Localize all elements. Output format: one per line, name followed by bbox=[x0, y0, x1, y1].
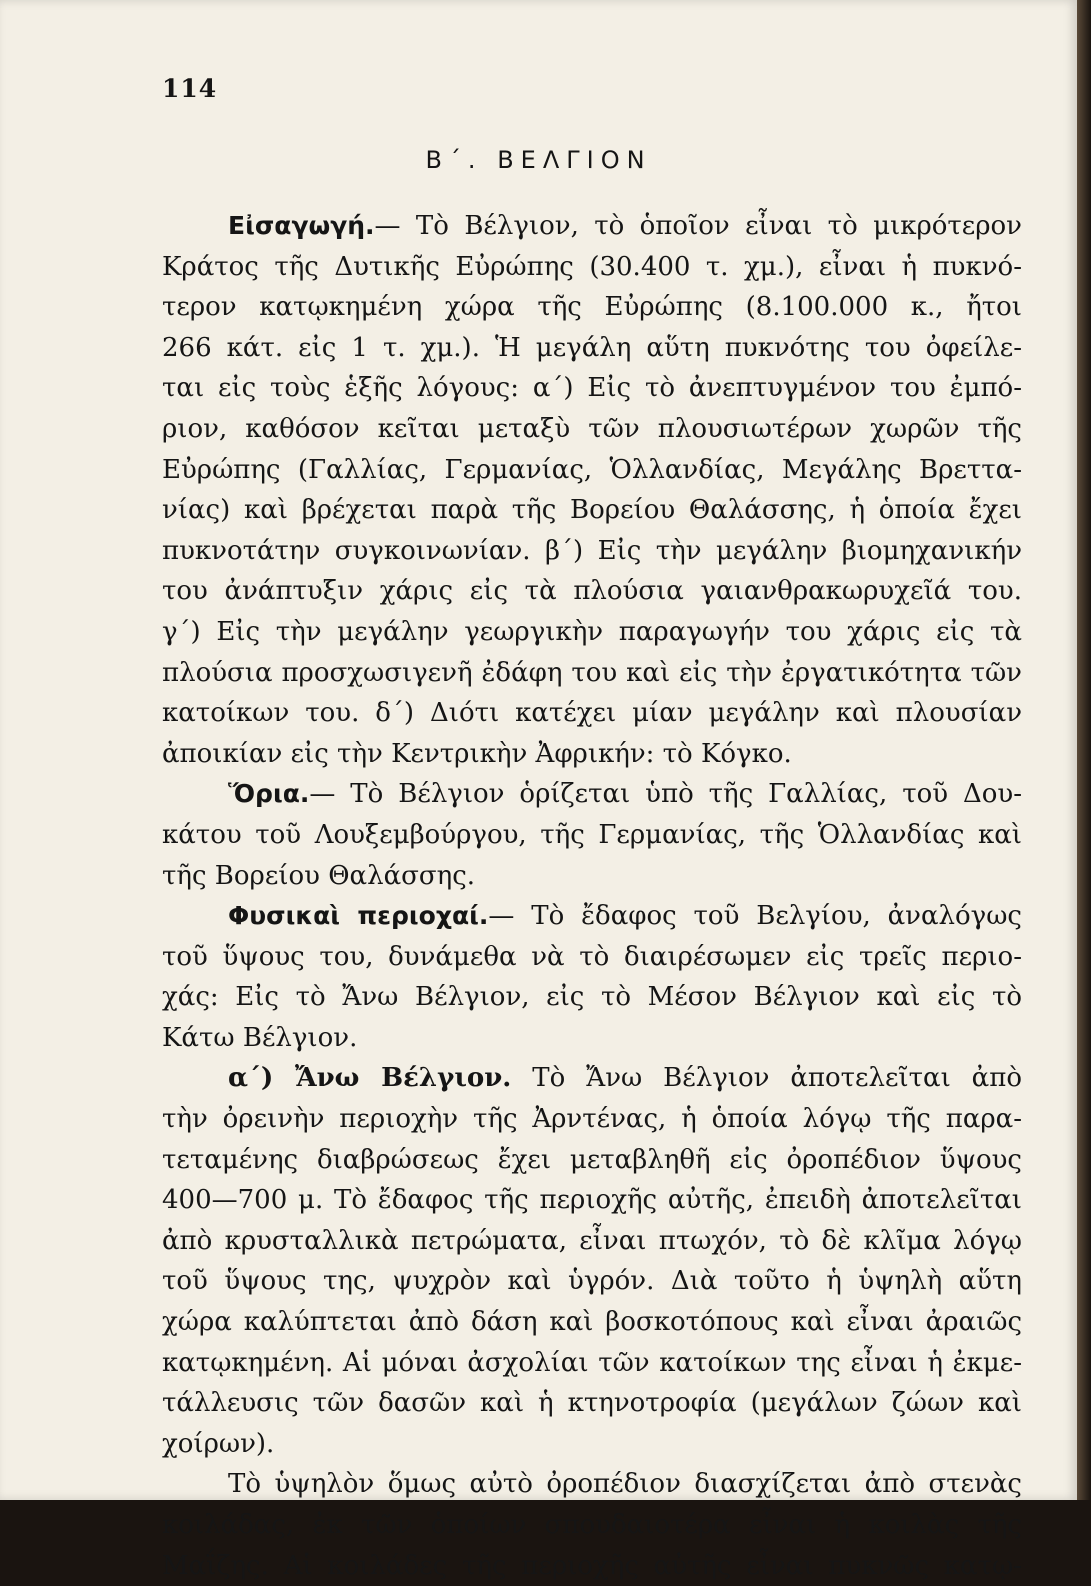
section-heading-regions: Φυσικαὶ περιοχαί. bbox=[228, 901, 489, 931]
text-line: κοιλάδας, ἐκ τῶν ὁποίων σπουδαιοτέρα εἶναι ἡ κοιλὰς τῆς bbox=[162, 1510, 1022, 1540]
page-edge bbox=[1077, 0, 1091, 1500]
text-line: Εἰσαγωγή.— Τὸ Βέλγιον, τὸ ὁποῖον εἶναι τὸ μικρότερον bbox=[228, 211, 1022, 241]
text-line: νίας) καὶ βρέχεται παρὰ τῆς Βορείου Θαλάσσης, ἡ ὁποία ἔχει bbox=[162, 495, 1022, 526]
text-line: Εὐρώπης (Γαλλίας, Γερμανίας, Ὁλλανδίας, Μεγάλης Βρεττα- bbox=[162, 454, 1022, 485]
text-line: ται εἰς τοὺς ἑξῆς λόγους: α΄) Εἰς τὸ ἀνεπτυγμένον του ἐμπό- bbox=[162, 373, 1022, 404]
text-line: χοίρων). bbox=[162, 1428, 275, 1459]
text-line: πλούσια προσχωσιγενῆ ἐδάφη του καὶ εἰς τὴν ἐργατικότητα τῶν bbox=[162, 657, 1022, 688]
text-line: Κράτος τῆς Δυτικῆς Εὐρώπης (30.400 τ. χμ.), εἶναι ἡ πυκνό- bbox=[162, 251, 1022, 282]
text-line: τὴν ὀρεινὴν περιοχὴν τῆς Ἀρντένας, ἡ ὁποία λόγῳ τῆς παρα- bbox=[162, 1104, 1022, 1135]
text-line: 400—700 μ. Τὸ ἔδαφος τῆς περιοχῆς αὐτῆς, ἐπειδὴ ἀποτελεῖται bbox=[162, 1185, 1022, 1216]
text-line: τεταμένης διαβρώσεως ἔχει μεταβληθῆ εἰς ὀροπέδιον ὕψους bbox=[162, 1144, 1022, 1175]
text-line: του ἀνάπτυξιν χάρις εἰς τὰ πλούσια γαιανθρακωρυχεῖά του. bbox=[162, 576, 1022, 607]
text-line: Φυσικαὶ περιοχαί.— Τὸ ἔδαφος τοῦ Βελγίου, ἀναλόγως bbox=[228, 901, 1022, 932]
text-line: τῆς Βορείου Θαλάσσης. bbox=[162, 860, 476, 891]
text-line: τοῦ ὕψους του, δυνάμεθα νὰ τὸ διαιρέσωμεν εἰς τρεῖς περιο- bbox=[162, 941, 1022, 972]
section-heading-borders: Ὅρια. bbox=[228, 779, 310, 809]
chapter-title: Β΄. ΒΕΛΓΙΟΝ bbox=[425, 146, 652, 174]
text-line: ἀπὸ κρυσταλλικὰ πετρώματα, εἶναι πτωχόν, τὸ δὲ κλῖμα λόγῳ bbox=[162, 1225, 1022, 1256]
text-line: Μαΐζης. Αἱ κοιλάδες τῆς περιοχῆς αὐτῆς εἶναι πυκνῶς κατῳ- bbox=[162, 1550, 1022, 1581]
page-number: 114 bbox=[162, 74, 218, 103]
text-line: τοῦ ὕψους της, ψυχρὸν καὶ ὑγρόν. Διὰ τοῦτο ἡ ὑψηλὴ αὕτη bbox=[162, 1266, 1022, 1297]
text-line: κατῳκημένη. Αἱ μόναι ἀσχολίαι τῶν κατοίκων της εἶναι ἡ ἐκμε- bbox=[162, 1347, 1022, 1378]
text-line: ἀποικίαν εἰς τὴν Κεντρικὴν Ἀφρικήν: τὸ Κόγκο. bbox=[162, 738, 792, 769]
text-line: τερον κατῳκημένη χώρα τῆς Εὐρώπης (8.100.000 κ., ἤτοι bbox=[162, 292, 1022, 323]
text-line: Κάτω Βέλγιον. bbox=[162, 1022, 358, 1053]
text-line: α΄) Ἄνω Βέλγιον. Τὸ Ἄνω Βέλγιον ἀποτελεῖται ἀπὸ bbox=[228, 1063, 1022, 1094]
text-line: χώρα καλύπτεται ἀπὸ δάση καὶ βοσκοτόπους καὶ εἶναι ἀραιῶς bbox=[162, 1307, 1022, 1338]
text-line: κάτου τοῦ Λουξεμβούργου, τῆς Γερμανίας, τῆς Ὁλλανδίας καὶ bbox=[162, 819, 1022, 850]
text-line: κατοίκων του. δ΄) Διότι κατέχει μίαν μεγάλην καὶ πλουσίαν bbox=[162, 698, 1022, 729]
text-line: Ὅρια.— Τὸ Βέλγιον ὁρίζεται ὑπὸ τῆς Γαλλίας, τοῦ Δου- bbox=[228, 779, 1022, 810]
section-heading-intro: Εἰσαγωγή. bbox=[228, 211, 375, 240]
text-line: Τὸ ὑψηλὸν ὅμως αὐτὸ ὀροπέδιον διασχίζεται ἀπὸ στενὰς bbox=[228, 1469, 1022, 1500]
section-heading-upper: α΄) Ἄνω Βέλγιον. bbox=[228, 1063, 512, 1094]
text-line: τάλλευσις τῶν δασῶν καὶ ἡ κτηνοτροφία (μεγάλων ζώων καὶ bbox=[162, 1388, 1022, 1419]
body-text bbox=[162, 206, 1022, 1586]
text-line: χάς: Εἰς τὸ Ἄνω Βέλγιον, εἰς τὸ Μέσον Βέλγιον καὶ εἰς τὸ bbox=[162, 982, 1022, 1013]
text-line: γ΄) Εἰς τὴν μεγάλην γεωργικὴν παραγωγήν του χάρις εἰς τὰ bbox=[162, 616, 1022, 647]
text-line: 266 κάτ. εἰς 1 τ. χμ.). Ἡ μεγάλη αὕτη πυκνότης του ὀφείλε- bbox=[162, 332, 1022, 363]
text-line: ριον, καθόσον κεῖται μεταξὺ τῶν πλουσιωτέρων χωρῶν τῆς bbox=[162, 413, 1022, 444]
text-line: πυκνοτάτην συγκοινωνίαν. β΄) Εἰς τὴν μεγάλην βιομηχανικήν bbox=[162, 535, 1022, 566]
